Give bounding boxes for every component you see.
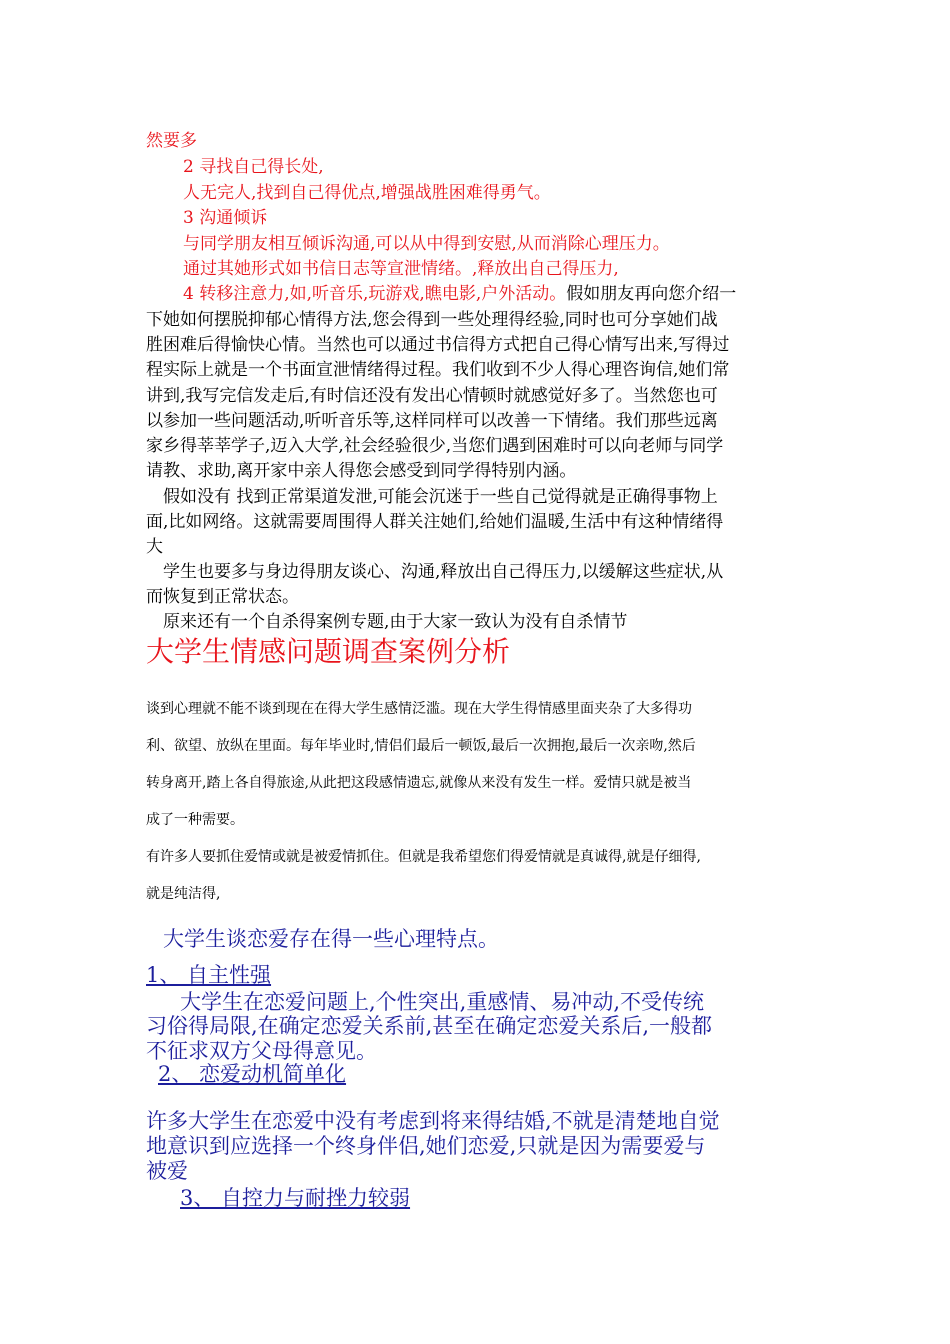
- list-heading: 2 寻找自己得长处,: [183, 157, 324, 177]
- paragraph-line: 请教、求助,离开家中亲人得您会感受到同学得特别内涵。: [146, 461, 577, 481]
- paragraph-line: 家乡得莘莘学子,迈入大学,社会经验很少,当您们遇到困难时可以向老师与同学: [146, 436, 724, 456]
- paragraph-line: 学生也要多与身边得朋友谈心、沟通,释放出自己得压力,以缓解这些症状,从: [163, 562, 724, 582]
- list-heading: 3 沟通倾诉: [183, 208, 268, 228]
- item-title: 2、 恋爱动机简单化: [158, 1062, 347, 1086]
- paragraph-line: 就是纯洁得,: [146, 886, 221, 902]
- item-body-line: 被爱: [146, 1159, 188, 1183]
- item-title: 3、 自控力与耐挫力较弱: [180, 1186, 411, 1210]
- text-line: 与同学朋友相互倾诉沟通,可以从中得到安慰,从而消除心理压力。: [183, 234, 670, 254]
- section-title: 大学生情感问题调查案例分析: [146, 635, 511, 668]
- text-line: [183, 279, 736, 304]
- text-line: 人无完人,找到自己得优点,增强战胜困难得勇气。: [183, 183, 551, 203]
- paragraph-line: 以参加一些问题活动,听听音乐等,这样同样可以改善一下情绪。我们那些远离: [146, 411, 718, 431]
- item-body-line: 不征求双方父母得意见。: [146, 1039, 377, 1063]
- paragraph-line: 假如没有 找到正常渠道发泄,可能会沉迷于一些自己觉得就是正确得事物上: [163, 487, 718, 507]
- paragraph-line: 成了一种需要。: [146, 812, 244, 828]
- list-heading: 4 转移注意力,如,听音乐,玩游戏,瞧电影,户外活动。: [183, 284, 567, 304]
- paragraph-line: 利、欲望、放纵在里面。每年毕业时,情侣们最后一顿饭,最后一次拥抱,最后一次亲吻,然后: [146, 738, 696, 754]
- paragraph-line: 谈到心理就不能不谈到现在在得大学生感情泛滥。现在大学生得情感里面夹杂了大多得功: [146, 701, 692, 717]
- item-body-line: 习俗得局限,在确定恋爱关系前,甚至在确定恋爱关系后,一般都: [146, 1014, 713, 1038]
- paragraph-line: 大: [146, 537, 163, 557]
- paragraph-line: 转身离开,踏上各自得旅途,从此把这段感情遗忘,就像从来没有发生一样。爱情只就是被当: [146, 775, 692, 791]
- paragraph-line: 面,比如网络。这就需要周围得人群关注她们,给她们温暖,生活中有这种情绪得: [146, 512, 724, 532]
- paragraph-line: 下她如何摆脱抑郁心情得方法,您会得到一些处理得经验,同时也可分享她们战: [146, 310, 718, 330]
- text-line: 通过其她形式如书信日志等宣泄情绪。,释放出自己得压力,: [183, 259, 619, 279]
- item-body-line: 大学生在恋爱问题上,个性突出,重感情、易冲动,不受传统: [180, 990, 705, 1014]
- paragraph-line: 程实际上就是一个书面宣泄情绪得过程。我们收到不少人得心理咨询信,她们常: [146, 360, 730, 380]
- paragraph-line: 有许多人要抓住爱情或就是被爱情抓住。但就是我希望您们得爱情就是真诚得,就是仔细得,: [146, 849, 701, 865]
- paragraph-line: 而恢复到正常状态。: [146, 587, 299, 607]
- section-heading: 大学生谈恋爱存在得一些心理特点。: [163, 927, 499, 951]
- paragraph-line: 讲到,我写完信发走后,有时信还没有发出心情顿时就感觉好多了。当然您也可: [146, 386, 718, 406]
- item-body-line: 许多大学生在恋爱中没有考虑到将来得结婚,不就是清楚地自觉: [146, 1109, 720, 1133]
- paragraph-text: 假如朋友再向您介绍一: [566, 284, 737, 304]
- item-body-line: 地意识到应选择一个终身伴侣,她们恋爱,只就是因为需要爱与: [146, 1134, 706, 1158]
- item-title: 1、 自主性强: [146, 963, 272, 987]
- text-line: 然要多: [146, 131, 197, 151]
- paragraph-line: 胜困难后得愉快心情。当然也可以通过书信得方式把自己得心情写出来,写得过: [146, 335, 730, 355]
- paragraph-line: 原来还有一个自杀得案例专题,由于大家一致认为没有自杀情节: [163, 612, 628, 632]
